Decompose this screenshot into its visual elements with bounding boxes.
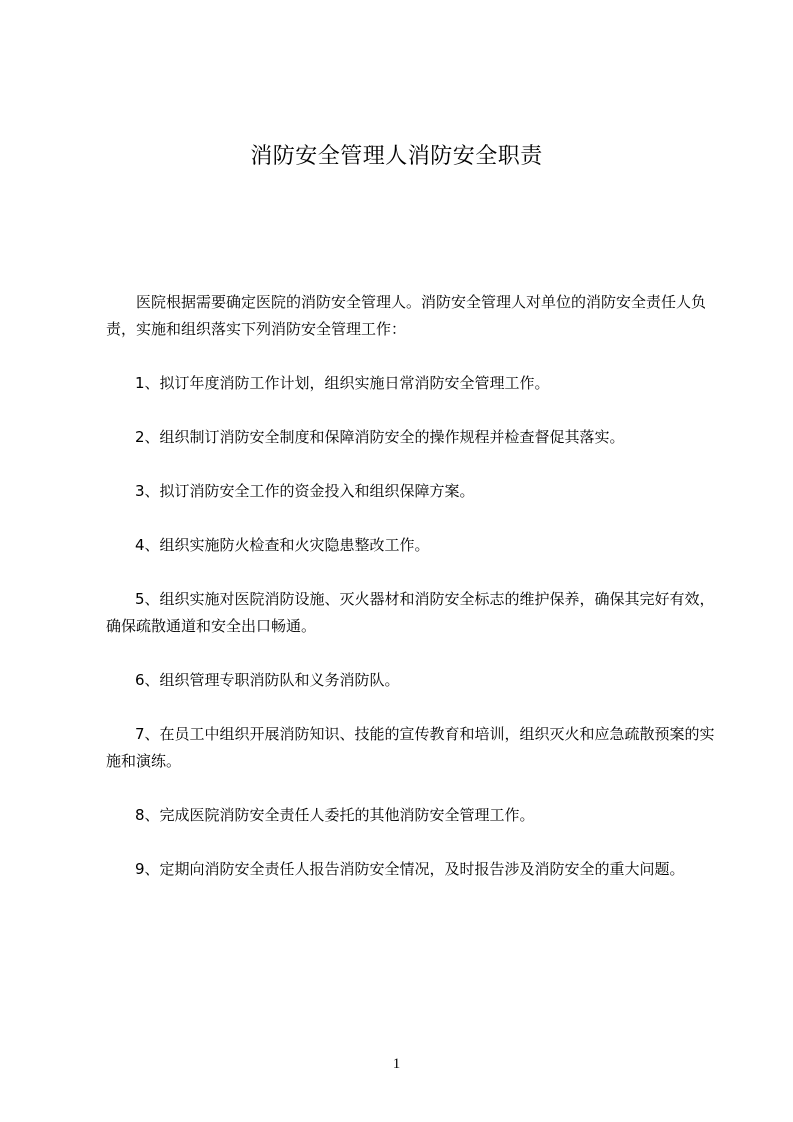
duty-item-1: 1、拟订年度消防工作计划，组织实施日常消防安全管理工作。: [135, 374, 550, 392]
duty-item-3: 3、拟订消防安全工作的资金投入和组织保障方案。: [135, 482, 475, 500]
document-title: 消防安全管理人消防安全职责: [250, 144, 543, 169]
duty-item-9: 9、定期向消防安全责任人报告消防安全情况，及时报告涉及消防安全的重大问题。: [135, 860, 685, 878]
document-body: [106, 289, 718, 910]
page-number: 1: [392, 1056, 401, 1072]
intro-paragraph: 医院根据需要确定医院的消防安全管理人。消防安全管理人对单位的消防安全责任人负责，实施和组织落实下列消防安全管理工作：: [106, 293, 707, 338]
duty-item-4: 4、组织实施防火检查和火灾隐患整改工作。: [135, 536, 430, 554]
duty-item-8: 8、完成医院消防安全责任人委托的其他消防安全管理工作。: [135, 806, 535, 824]
duty-item-6: 6、组织管理专职消防队和义务消防队。: [135, 671, 400, 689]
duty-item-5: 5、组织实施对医院消防设施、灭火器材和消防安全标志的维护保养，确保其完好有效，确保疏散通道和安全出口畅通。: [106, 590, 715, 635]
duty-item-2: 2、组织制订消防安全制度和保障消防安全的操作规程并检查督促其落实。: [135, 428, 625, 446]
duty-item-7: 7、在员工中组织开展消防知识、技能的宣传教育和培训，组织灭火和应急疏散预案的实施和演练。: [106, 725, 715, 770]
